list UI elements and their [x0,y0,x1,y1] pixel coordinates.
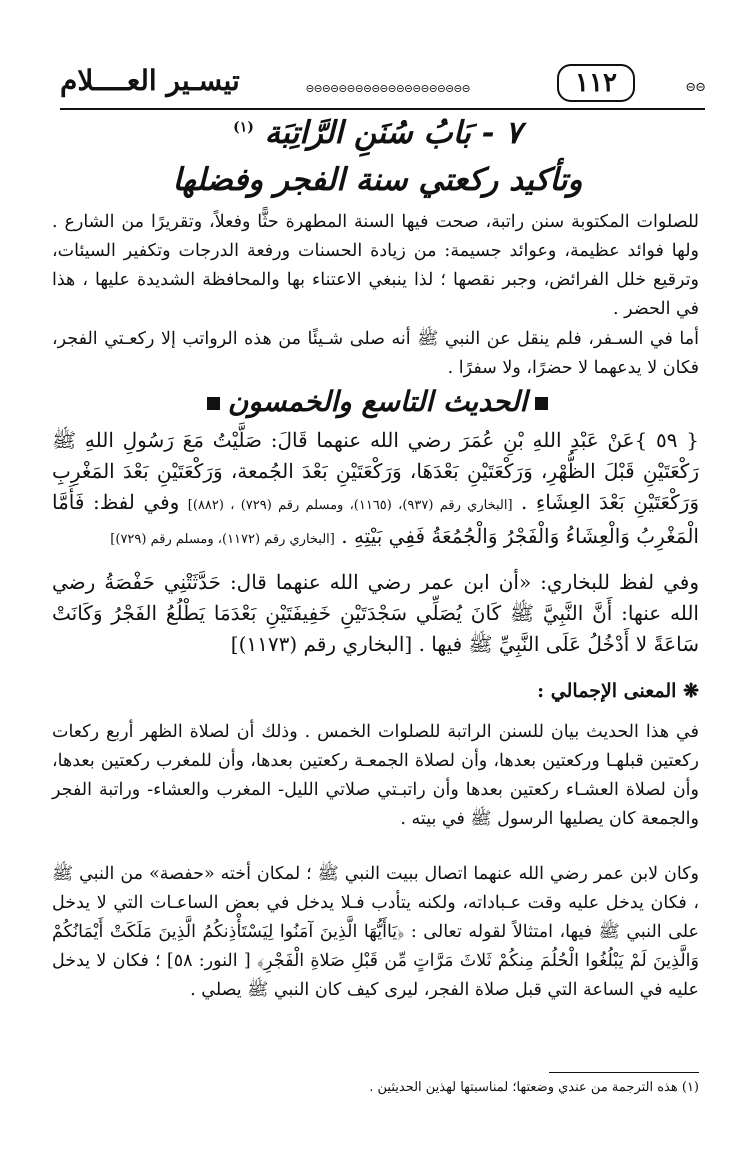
book-title: تيسـير العــــلام [60,64,240,97]
square-bullet-icon [535,397,548,410]
intro-paragraph-2: أما في السـفر، فلم ينقل عن النبي ﷺ أنه صلى شـيئًا من هذه الرواتب إلا ركعـتي الفجر، فكان لا يدعهما لا حضرًا، ولا سفرًا . [52,329,699,378]
meaning-paragraph-2: وكان لابن عمر رضي الله عنهما اتصال ببيت النبي ﷺ ؛ لمكان أخته «حفصة» من النبي ﷺ ، فكان يدخل عليه وقت عـباداته، ولكنه يتأدب فـلا يدخل في بعض الساعـات التي لا يدخل على النبي ﷺ فيها، امتثالاً لقوله تعالى : ﴿يَاأَيُّهَا الَّذِينَ آمَنُوا لِيَسْتَأْذِنكُمُ الَّذِينَ مَلَكَتْ أَيْمَانُكُمْ وَالَّذِينَ لَمْ يَبْلُغُوا الْحُلُمَ مِنكُمْ ثَلاثَ مَرَّاتٍ مِّن قَبْلِ صَلاةِ الْفَجْرِ﴾ [ النور: ٥٨] ؛ فكان لا يدخل عليه في الساعة التي قبل صلاة الفجر، ليرى كيف كان النبي ﷺ يصلي . [52,864,699,1000]
chapter-subtitle: وتأكيد ركعتي سنة الفجر وفضلها [172,162,583,198]
hadith-text [52,425,699,555]
running-header [60,60,705,110]
hadith-bukhari [52,567,699,660]
hadith-reference-3: [البخاري رقم (١١٧٣)] [230,632,413,656]
hadith-reference-1: [البخاري رقم (٩٣٧)، (١١٦٥)، ومسلم رقم (٧٢٩) ، (٨٨٢)] [187,498,513,513]
footnote-marker: (١) [233,119,254,136]
hadith-reference-2: [البخاري رقم (١١٧٢)، ومسلم رقم (٧٢٩)] [110,532,335,547]
page-number: ١١٢ [557,64,635,102]
meaning-paragraph-1: في هذا الحديث بيان للسنن الراتبة للصلوات الخمس . وذلك أن لصلاة الظهر أربع ركعات ركعتين قبلهـا وركعتين بعدها، وأن لصلاة الجمعـة ركعتين بعدها، وأن للمغرب ركعتين بعدها، وأن لصلاة العشـاء ركعتين بعدها وأن راتبـتي صلاتي الليل- المغرب والعشاء- وراتبة الفجر والجمعة كان يصليها الرسول ﷺ في بيته . [52,722,699,829]
section-title: الحديث التاسع والخمسون [227,385,528,418]
hadith-main: { ٥٩ }عَنْ عَبْدِ اللهِ بْنِ عُمَرَ رضي الله عنهما قَالَ: صَلَّيْتُ مَعَ رَسُولِ اللهِ ﷺ رَكْعَتَيْنِ قَبْلَ الظُّهْرِ، وَرَكْعَتَيْنِ بَعْدَهَا، وَرَكْعَتَيْنِ بَعْدَ الجُمعة، وَرَكْعَتَيْنِ بَعْدَ المَغْرِبِ وَرَكْعَتَيْنِ بَعْدَ العِشَاءِ . [52,428,700,514]
header-rule [60,108,705,110]
footnote-rule [549,1072,699,1073]
hadith-bukhari-text: وفي لفظ للبخاري: «أن ابن عمر رضي الله عنهما قال: حَدَّثَتْنِي حَفْصَةُ رضي الله عنها: أَنَّ النَّبِيَّ ﷺ كَانَ يُصَلِّي سَجْدَتَيْنِ خَفِيفَتَيْنِ بَعْدَمَا يَطْلُعُ الفَجْرُ وَكَانَتْ سَاعَةً لا أَدْخُلُ عَلَى النَّبِيِّ ﷺ فيها . [52,570,699,656]
hadith-continuation: وفي لفظ: فَأَمَّا الْمَغْرِبُ وَالْعِشَاءُ وَالْفَجْرُ وَالْجُمُعَةُ فَفِي بَيْتِهِ . [52,490,699,548]
square-bullet-icon [207,397,220,410]
header-ornament-left: ⊝⊝⊝⊝⊝⊝⊝⊝⊝⊝⊝⊝⊝⊝⊝⊝⊝⊝⊝⊝ [305,82,470,95]
intro-paragraph-1: للصلوات المكتوبة سنن راتبة، صحت فيها السنة المطهرة حثًّا وفعلاً، وتقريرًا من الشارع . ولها فوائد عظيمة، وعوائد جسيمة: من زيادة الحسنات ورفعة الدرجات وتكفير السيئات، وترقيع خلل الفرائض، وجبر نقصها ؛ لذا ينبغي الاعتناء بها والمحافظة الشديدة عليها ، هذا في الحضر . [52,212,699,319]
footnote: (١) هذه الترجمة من عندي وضعتها؛ لمناسبتها لهذين الحديثين . [369,1080,699,1095]
header-ornament-right: ⊝⊝ [685,80,705,95]
chapter-title-text: ٧ - بَابُ سُنَنِ الرَّاتِبَة [264,115,522,151]
section-heading [40,385,715,418]
chapter-title [40,115,715,151]
meaning-heading: ❋ المعنى الإجمالي : [537,680,699,702]
